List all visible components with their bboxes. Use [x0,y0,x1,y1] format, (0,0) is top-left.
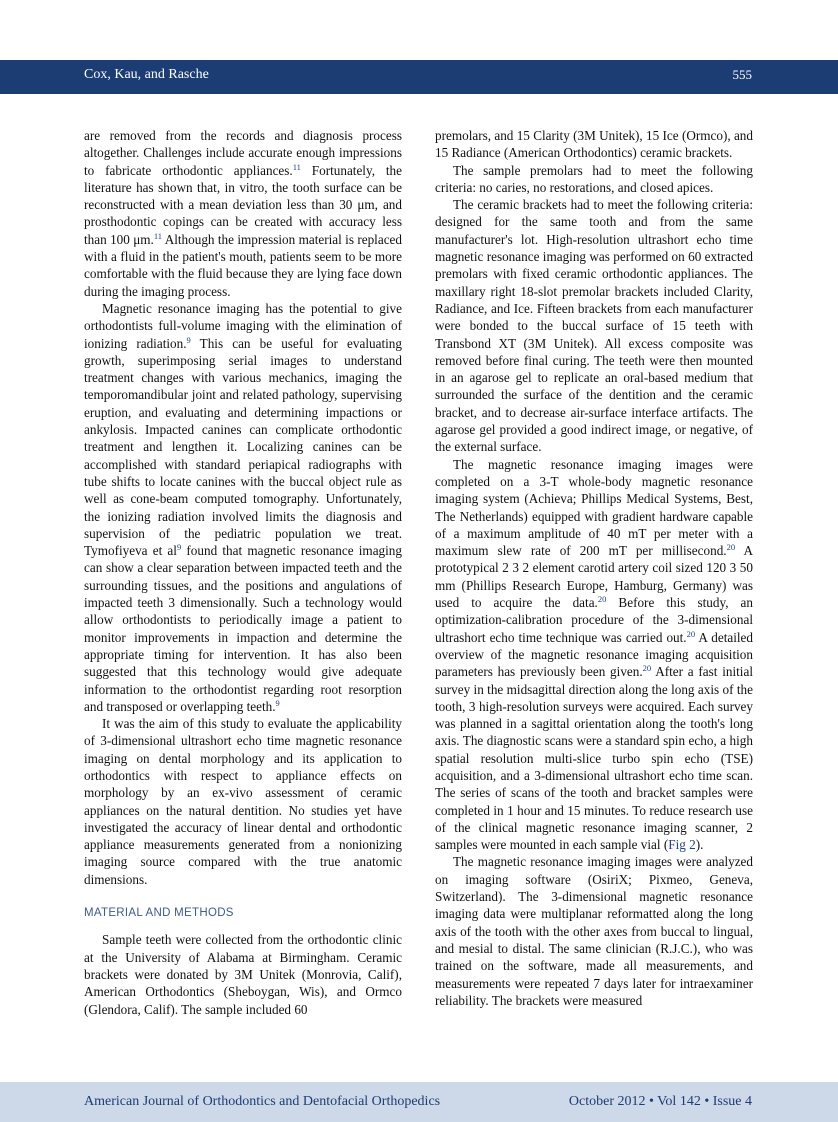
citation-superscript[interactable]: 11 [153,230,163,241]
figure-link[interactable]: Fig 2 [668,837,696,853]
citation-superscript[interactable]: 9 [275,697,280,708]
paragraph-text: This can be useful for evaluating growth, superimposing serial images to understand treatment changes with various mechanics, imaging the temporomandibular joint and related pathology, supervising eruption, and evaluating and determining impactions or ankylosis. Impacted canines can complicate orthodontic treatment and lengthen it. Localizing canines can be accomplished with standard periapical radiographs with tube shifts to locate canines with the buccal object rule as well as cone-beam computed tomography. Unfortunately, the ionizing radiation involved limits the diagnosis and supervision of the pediatric population we treat. Tymofiyeva et al [84,335,402,559]
section-heading: MATERIAL AND METHODS [84,907,234,920]
paragraph-text: A detailed overview of the magnetic resonance imaging acquisition parameters has previously been given. [435,629,753,680]
journal-name: American Journal of Orthodontics and Dentofacial Orthopedics [84,1094,441,1109]
citation-superscript[interactable]: 9 [186,334,191,345]
citation-superscript[interactable]: 11 [292,161,301,172]
paragraph-text: Magnetic resonance imaging has the potential to give orthodontists full-volume imaging with the elimination of ionizing radiation. [84,300,402,351]
paragraph-text: Fortunately, the literature has shown that, in vitro, the tooth surface can be reconstructed with a mean deviation less than 30 μm, and prosthodontic copings can be created with accuracy less than 100 μm. [84,162,402,247]
page-number: 555 [732,67,752,82]
paragraph [435,456,753,854]
paragraph-text: Before this study, an optimization-calibration procedure of the 3-dimensional ultrashort echo time technique was carried out. [435,595,753,645]
paragraph: The sample premolars had to meet the following criteria: no caries, no restorations, and closed apices. [435,162,753,195]
citation-superscript[interactable]: 20 [686,628,696,639]
citation-superscript[interactable]: 9 [176,542,182,553]
paragraph-text: Although the impression material is replaced with a fluid in the patient's mouth, patients seem to be more comfortable with the fluid because they are lying face down during the imaging process. [84,231,402,299]
paragraph-text: The magnetic resonance imaging images were completed on a 3-T whole-body magnetic resonance imaging system (Achieva; Phillips Medical Systems, Best, The Netherlands) equipped with gradient hardware capable of a maximum amplitude of 40 mT per meter with a maximum slew rate of 200 mT per millisecond. [435,456,753,559]
running-header [0,60,838,94]
right-column [435,127,753,1009]
paragraph-text: A prototypical 2 3 2 element carotid artery coil sized 120 3 50 mm (Phillips Research Europe, Hamburg, Germany) was used to acquire the data. [435,543,753,611]
paragraph-text: are removed from the records and diagnosis process altogether. Challenges include accurate enough impressions to fabricate orthodontic appliances. [84,128,402,178]
paragraph: premolars, and 15 Clarity (3M Unitek), 15 Ice (Ormco), and 15 Radiance (American Orthodontics) ceramic brackets. [435,128,753,161]
paragraph-text: found that magnetic resonance imaging can show a clear separation between impacted teeth and the surrounding tissues, and the positions and angulations of impacted teeth 3 dimensionally. Such a technology would allow orthodontists to periodically image a patient to monitor improvements in impaction and determine the appropriate timing for intervention. It has also been suggested that this technology would give adequate information to the orthodontist regarding root resorption and transposed or overlapping teeth. [84,543,402,714]
paragraph: It was the aim of this study to evaluate the applicability of 3-dimensional ultrashort echo time magnetic resonance imaging on dental morphology and its application to orthodontics with respect to appliance effects on morphology by an ex-vivo assessment of ceramic appliances on the natural dentition. No studies yet have investigated the accuracy of linear dental and orthodontic appliance measurements generated from a nonionizing imaging source compared with the true anatomic dimensions. [84,716,402,887]
left-column [84,127,402,1018]
paragraph [84,127,402,300]
citation-superscript[interactable]: 20 [726,542,736,553]
issue-info: October 2012 • Vol 142 • Issue 4 [568,1094,752,1109]
citation-superscript[interactable]: 20 [642,663,652,674]
paragraph-text: After a fast initial survey in the midsagittal direction along the long axis of the tooth, 3 high-resolution surveys were acquired. Each survey was planned in a sagittal orientation along the tooth's long axis. The diagnostic scans were a standard spin echo, a high spatial resolution multi-slice turbo spin echo (TSE) acquisition, and a 3-dimensional ultrashort echo time scan. The series of scans of the tooth and bracket samples were completed in 1 hour and 15 minutes. To reduce research use of the clinical magnetic resonance imaging scanner, 2 samples were mounted in each sample vial ( [435,664,753,853]
paragraph [84,300,402,715]
paragraph-text: ). [695,837,704,853]
running-header-authors: Cox, Kau, and Rasche [84,67,209,82]
running-footer [0,1082,838,1122]
paragraph: The magnetic resonance imaging images were analyzed on imaging software (OsiriX; Pixmeo, Geneva, Switzerland). The 3-dimensional magnetic resonance imaging data were multiplanar reformatted along the long axis of the tooth with the other axes from buccal to lingual, and mesial to distal. The same clinician (R.J.C.), who was trained on the software, made all measurements, and measurements were repeated 7 days later for intraexaminer reliability. The brackets were measured [435,854,753,1008]
paragraph: The ceramic brackets had to meet the following criteria: designed for the same tooth and from the same manufacturer's lot. High-resolution ultrashort echo time magnetic resonance imaging was performed on 60 extracted premolars with fixed ceramic orthodontic appliances. The maxillary right 18-slot premolar brackets included Clarity, Radiance, and Ice. Fifteen brackets from each manufacturer were bonded to the buccal surface of 15 teeth with Transbond XT (3M Unitek). All excess composite was removed before final curing. The teeth were then mounted in an agarose gel to replicate an oral-based medium that surrounded the surface of the dentition and the ceramic bracket, and to decrease air-surface interface artifacts. The agarose gel provided a good indirect image, or negative, of the external surface. [435,197,753,455]
citation-superscript[interactable]: 20 [597,594,607,605]
paragraph: Sample teeth were collected from the orthodontic clinic at the University of Alabama at Birmingham. Ceramic brackets were donated by 3M Unitek (Monrovia, Calif), American Orthodontics (Sheboygan, Wis), and Ormco (Glendora, Calif). The sample included 60 [84,932,402,1017]
